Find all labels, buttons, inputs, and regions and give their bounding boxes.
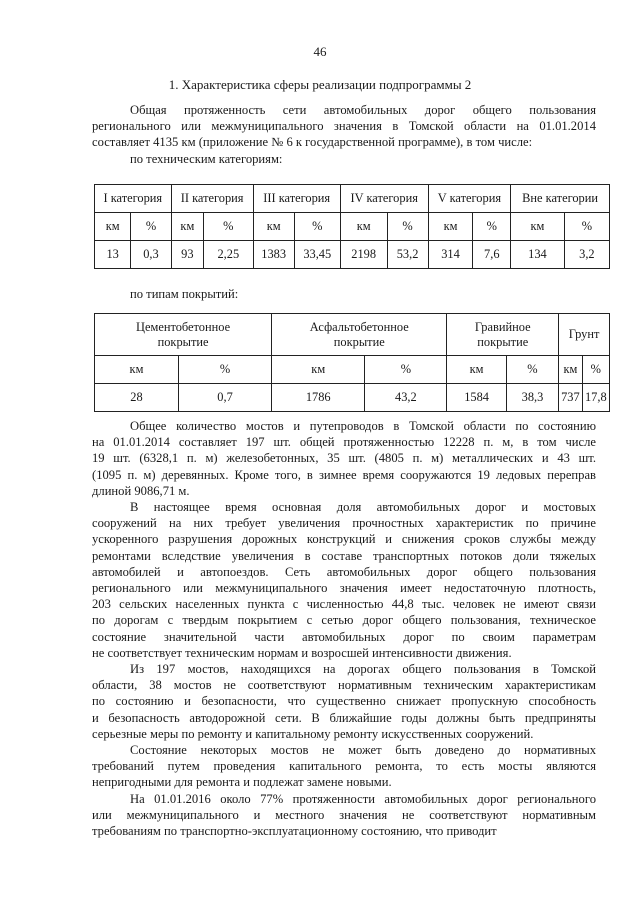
- table-value-cell: 38,3: [506, 384, 558, 412]
- table-header-row: [95, 185, 610, 213]
- paragraph-line: Состояние некоторых мостов не может быть доведено до нормативных: [130, 743, 596, 758]
- paragraph-line: по дорогам с твердым покрытием с сетью дорог общего пользования, техническое: [92, 613, 596, 628]
- intro-text: [92, 102, 596, 151]
- paragraph: [92, 499, 596, 661]
- paragraph-line: требованиям по транспортно-эксплуатационному состоянию, что приводит: [92, 824, 497, 839]
- table-header-cell: IV категория: [340, 185, 428, 213]
- table-unit-cell: км: [340, 213, 387, 241]
- table-value-cell: 17,8: [582, 384, 609, 412]
- table-value-cell: 3,2: [564, 241, 609, 269]
- intro-line: регионального или межмуниципального значения в Томской области на 01.01.2014: [92, 119, 596, 134]
- table-value-cell: 28: [95, 384, 179, 412]
- table-unit-cell: км: [428, 213, 473, 241]
- table-unit-cell: км: [559, 356, 583, 384]
- header-line: Асфальтобетонное: [309, 319, 409, 334]
- table-value-cell: 0,7: [178, 384, 271, 412]
- table-unit-cell: км: [511, 213, 565, 241]
- table-value-cell: 43,2: [365, 384, 447, 412]
- paragraph-line: На 01.01.2016 около 77% протяженности автомобильных дорог регионального: [130, 791, 596, 806]
- paragraph-line: серьезные меры по ремонту и капитальному ремонту искусственных сооружений.: [92, 726, 534, 741]
- header-line: Гравийное: [474, 319, 531, 334]
- paragraph-line: В настоящее время основная доля автомобильных дорог и мостовых: [130, 500, 596, 515]
- table-value-cell: 93: [171, 241, 203, 269]
- table-unit-cell: %: [582, 356, 609, 384]
- table-unit-cell: %: [473, 213, 511, 241]
- paragraph-line: (1095 п. м) деревянных. Кроме того, в зимнее время сооружаются 19 ледовых переправ: [92, 467, 596, 482]
- paragraph: [92, 742, 596, 791]
- technical-categories-table: [94, 184, 610, 269]
- paragraph-line: Общее количество мостов и путепроводов в Томской области по состоянию: [130, 419, 596, 433]
- intro-line: Общая протяженность сети автомобильных дорог общего пользования: [130, 103, 596, 117]
- intro-line: составляет 4135 км (приложение № 6 к государственной программе), в том числе:: [92, 135, 533, 150]
- surface-types-table: [94, 313, 610, 412]
- paragraph-line: автомобилей и автопоездов. Сеть автомобильных дорог общего пользования: [92, 564, 596, 579]
- body-text: [92, 418, 596, 839]
- paragraph-line: не соответствует техническим нормам и возросшей интенсивности движения.: [92, 645, 512, 660]
- header-line: покрытие: [477, 334, 529, 349]
- table-header-cell: I категория: [95, 185, 172, 213]
- paragraph: [92, 791, 596, 840]
- table-value-cell: 0,3: [131, 241, 171, 269]
- paragraph-line: Из 197 мостов, находящихся на дорогах общего пользования в Томской: [130, 662, 596, 677]
- table-value-cell: 1584: [447, 384, 506, 412]
- paragraph-line: 203 сельских населенных пункта с численностью 44,8 тыс. человек не имеют связи: [92, 597, 596, 612]
- paragraph: [92, 418, 596, 499]
- table-header-row: [95, 314, 610, 356]
- paragraph-line: и безопасность автодорожной сети. В ближайшие годы должны быть предприняты: [92, 710, 596, 725]
- table-value-cell: 1786: [272, 384, 365, 412]
- paragraph-line: 19 шт. (6328,1 п. м) железобетонных, 35 шт. (4805 п. м) металлических и 43 шт.: [92, 451, 596, 466]
- paragraph-line: на 01.01.2014 составляет 197 шт. общей протяженностью 12228 п. м, в том числе: [92, 435, 596, 450]
- table-units-row: [95, 213, 610, 241]
- table-unit-cell: км: [95, 213, 131, 241]
- table-unit-cell: %: [178, 356, 271, 384]
- paragraph-line: по состоянию и безопасности, что существенно снижает пропускную способность: [92, 694, 596, 709]
- paragraph-line: или межмуниципального и местного значения не соответствуют нормативным: [92, 807, 596, 822]
- table-unit-cell: км: [95, 356, 179, 384]
- table-unit-cell: км: [272, 356, 365, 384]
- paragraph-line: области, 38 мостов не соответствуют нормативным техническим характеристикам: [92, 678, 596, 693]
- table-unit-cell: %: [387, 213, 428, 241]
- section-heading: 1. Характеристика сферы реализации подпрограммы 2: [168, 77, 472, 92]
- paragraph-line: регионального или межмуниципального значения имеет недостаточную плотность,: [92, 581, 596, 596]
- table-unit-cell: %: [564, 213, 609, 241]
- table-value-cell: 7,6: [473, 241, 511, 269]
- surface-types-label: по типам покрытий:: [130, 287, 239, 301]
- header-line: Грунт: [568, 327, 600, 341]
- table-unit-cell: км: [253, 213, 294, 241]
- table-unit-cell: %: [131, 213, 171, 241]
- paragraph-line: ремонтами вследствие увеличения в составе транспортных потоков доли тяжелых: [92, 548, 596, 563]
- table-value-cell: 2,25: [204, 241, 254, 269]
- paragraph-line: длиной 9086,71 м.: [92, 483, 190, 498]
- table-unit-cell: км: [171, 213, 203, 241]
- table-value-cell: 737: [559, 384, 583, 412]
- table-value-cell: 314: [428, 241, 473, 269]
- paragraph-line: состояние значительной части автомобильных дорог по своим параметрам: [92, 629, 596, 644]
- table-unit-cell: %: [506, 356, 558, 384]
- table-header-cell: Вне категории: [511, 185, 610, 213]
- table-value-cell: 33,45: [294, 241, 340, 269]
- paragraph-line: ускоренного разрушения дорожных конструкций и снижения сроков службы между: [92, 532, 596, 547]
- header-line: Цементобетонное: [136, 319, 231, 334]
- table-header-cell: [272, 314, 447, 356]
- header-line: покрытие: [333, 334, 385, 349]
- table-header-cell: III категория: [253, 185, 340, 213]
- table-header-cell: [95, 314, 272, 356]
- page-number: 46: [313, 44, 327, 59]
- table-unit-cell: %: [294, 213, 340, 241]
- table-value-cell: 13: [95, 241, 131, 269]
- table-unit-cell: %: [365, 356, 447, 384]
- table-value-cell: 53,2: [387, 241, 428, 269]
- paragraph: [92, 661, 596, 742]
- table-header-cell: II категория: [171, 185, 253, 213]
- table-values-row: [95, 241, 610, 269]
- table-units-row: [95, 356, 610, 384]
- table-value-cell: 2198: [340, 241, 387, 269]
- table-values-row: [95, 384, 610, 412]
- tech-categories-label: по техническим категориям:: [130, 152, 283, 166]
- table-header-cell: V категория: [428, 185, 511, 213]
- table-header-cell: [559, 314, 610, 356]
- header-line: покрытие: [157, 334, 209, 349]
- paragraph-line: непригодными для ремонта и подлежат замене новыми.: [92, 775, 392, 790]
- table-unit-cell: %: [204, 213, 254, 241]
- table-unit-cell: км: [447, 356, 506, 384]
- table-header-cell: [447, 314, 559, 356]
- table-value-cell: 134: [511, 241, 565, 269]
- table-value-cell: 1383: [253, 241, 294, 269]
- paragraph-line: требований путем проведения капитального ремонта, то есть мосты являются: [92, 759, 596, 774]
- paragraph-line: сооружений на них требует увеличения прочностных характеристик по причине: [92, 516, 596, 531]
